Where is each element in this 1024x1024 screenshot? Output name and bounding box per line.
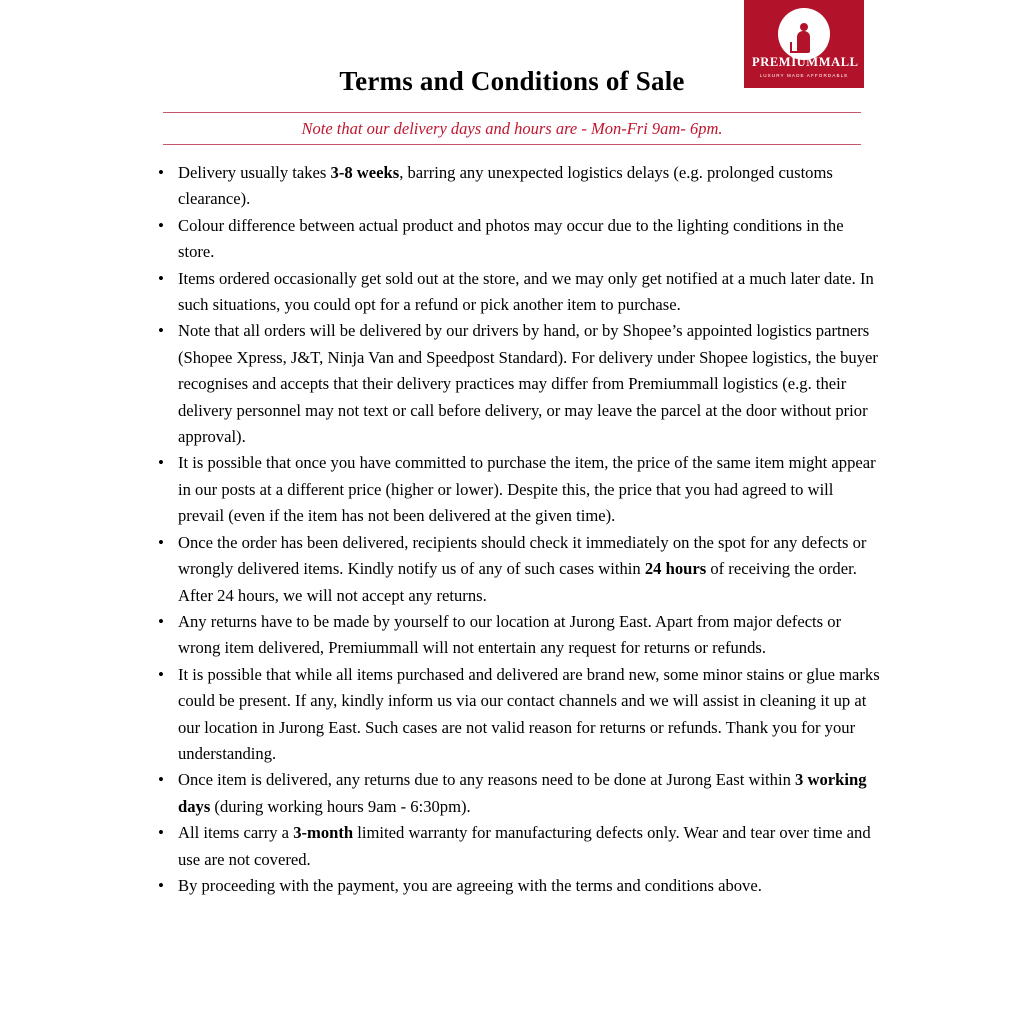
list-item-text: It is possible that while all items purchased and delivered are brand new, some minor stains or glue marks could be present. If any, kindly inform us via our contact channels and we will assist in cleaning it up at our location in Jurong East. Such cases are not valid reason for returns or refunds. Thank you for your understanding. — [178, 664, 880, 763]
bullet-icon: • — [158, 215, 164, 235]
list-item-text: Once item is delivered, any returns due to any reasons need to be done at Jurong East within 3 working days (during working hours 9am - 6:30pm). — [178, 770, 867, 816]
bullet-icon: • — [158, 823, 164, 843]
list-item — [152, 160, 882, 213]
bullet-icon: • — [158, 875, 164, 895]
bullet-icon: • — [158, 532, 164, 552]
page-title: Terms and Conditions of Sale — [339, 66, 685, 96]
divider-bottom — [163, 144, 861, 145]
list-item — [152, 609, 882, 662]
list-item-text: By proceeding with the payment, you are agreeing with the terms and conditions above. — [178, 875, 762, 895]
list-item-text: Delivery usually takes 3-8 weeks, barring any unexpected logistics delays (e.g. prolonged customs clearance). — [178, 163, 833, 209]
brand-tagline: LUXURY MADE AFFORDABLE — [759, 73, 849, 78]
bullet-icon: • — [158, 453, 164, 473]
terms-list — [152, 160, 882, 899]
list-item — [152, 662, 882, 768]
list-item — [152, 266, 882, 319]
bullet-icon: • — [158, 770, 164, 790]
list-item — [152, 873, 882, 899]
bullet-icon: • — [158, 611, 164, 631]
list-item — [152, 450, 882, 529]
list-item — [152, 820, 882, 873]
list-item-text: All items carry a 3-month limited warranty for manufacturing defects only. Wear and tear over time and use are not covered. — [178, 823, 871, 869]
list-item-text: Items ordered occasionally get sold out at the store, and we may only get notified at a much later date. In such situations, you could opt for a refund or pick another item to purchase. — [178, 268, 874, 315]
delivery-notice-text: Note that our delivery days and hours are - Mon-Fri 9am- 6pm. — [301, 119, 723, 138]
list-item-text: Colour difference between actual product and photos may occur due to the lighting conditions in the store. — [178, 215, 844, 262]
bullet-icon: • — [158, 664, 164, 684]
list-item — [152, 213, 882, 266]
shopper-with-cart-icon — [778, 8, 830, 60]
list-item — [152, 767, 882, 820]
list-item-text: Once the order has been delivered, recipients should check it immediately on the spot for any defects or wrongly delivered items. Kindly notify us of any of such cases within 24 hours of receiving the order. After 24 hours, we will not accept any returns. — [178, 532, 867, 605]
list-item — [152, 530, 882, 609]
delivery-notice-band — [163, 112, 861, 145]
brand-name: PREMIUMMALL — [752, 55, 859, 69]
bullet-icon: • — [158, 163, 164, 182]
bullet-icon: • — [158, 321, 164, 341]
list-item-text: Any returns have to be made by yourself to our location at Jurong East. Apart from major defects or wrong item delivered, Premiummall will not entertain any request for returns or refunds. — [178, 611, 842, 658]
bullet-icon: • — [158, 268, 164, 288]
list-item — [152, 318, 882, 450]
list-item-text: It is possible that once you have committed to purchase the item, the price of the same item might appear in our posts at a different price (higher or lower). Despite this, the price that you had agreed to will prevail (even if the item has not been delivered at the given time). — [178, 453, 876, 526]
list-item-text: Note that all orders will be delivered by our drivers by hand, or by Shopee’s appointed logistics partners (Shopee Xpress, J&T, Ninja Van and Speedpost Standard). For delivery under Shopee logistics, the buyer recognises and accepts that their delivery practices may differ from Premiummall logistics (e.g. their delivery personnel may not text or call before delivery, or may leave the parcel at the door without prior approval). — [178, 321, 878, 447]
